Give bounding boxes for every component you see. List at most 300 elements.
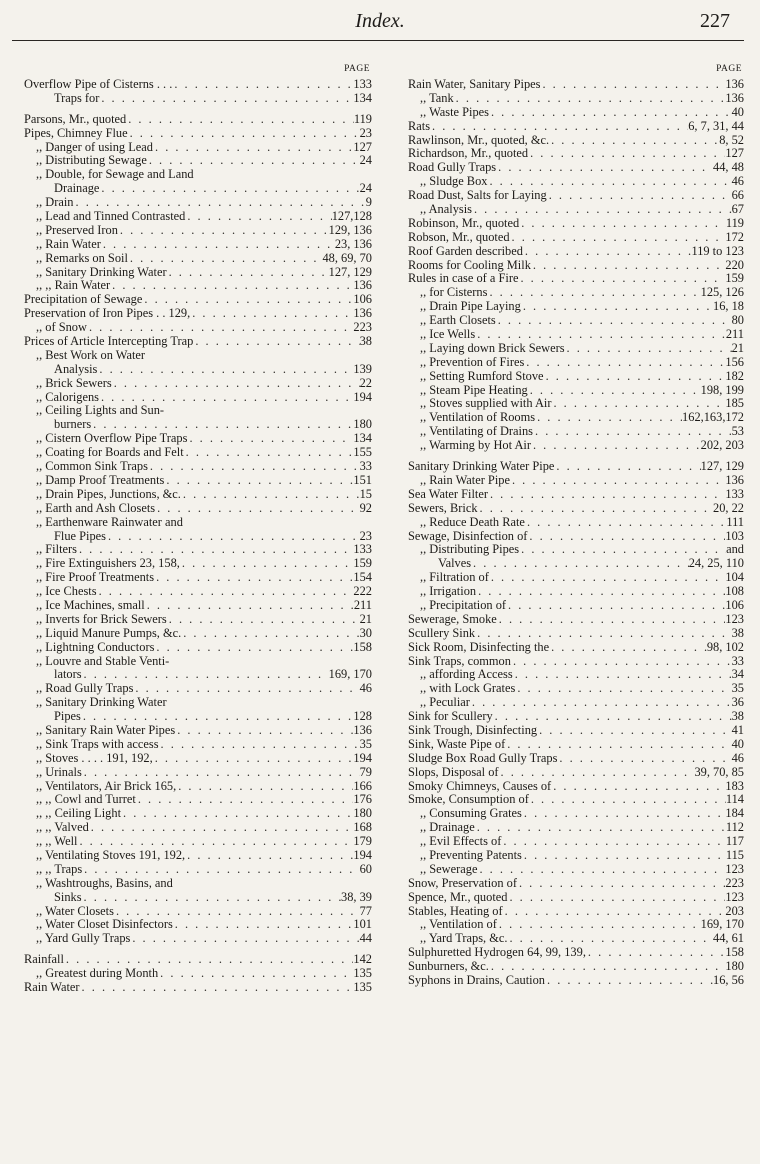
index-entry-text: Sludge Box Road Gully Traps bbox=[408, 751, 558, 765]
index-entry-text: ,, Drain Pipe Laying bbox=[420, 300, 521, 314]
leader-dots bbox=[454, 92, 726, 106]
index-entry bbox=[24, 127, 376, 141]
index-entry-page: 180 bbox=[725, 960, 744, 974]
index-entry bbox=[408, 231, 748, 245]
index-entry-page bbox=[169, 655, 173, 669]
index-entry-page: 203 bbox=[725, 904, 744, 918]
leader-dots bbox=[185, 849, 353, 863]
index-entry-text: ,, Sanitary Drinking Water bbox=[36, 265, 167, 279]
index-entry bbox=[24, 557, 376, 571]
index-entry-page: 92 bbox=[359, 501, 372, 515]
leader-dots bbox=[531, 259, 726, 273]
index-entry bbox=[408, 724, 748, 738]
index-entry-text: Sinks bbox=[54, 890, 82, 904]
index-entry-page: 66 bbox=[731, 189, 744, 203]
leader-dots bbox=[184, 446, 354, 460]
index-entry-text: Spence, Mr., quoted bbox=[408, 890, 508, 904]
index-entry bbox=[408, 314, 748, 328]
leader-dots bbox=[511, 655, 732, 669]
leader-dots bbox=[159, 738, 360, 752]
leader-dots bbox=[489, 571, 726, 585]
index-entry-text: ,, Setting Rumford Stove bbox=[420, 369, 544, 383]
index-entry-page: and bbox=[726, 543, 744, 557]
index-entry-page: 128 bbox=[353, 710, 372, 724]
index-entry bbox=[24, 377, 376, 391]
leader-dots bbox=[97, 363, 353, 377]
index-entry-page: 182 bbox=[725, 369, 744, 383]
index-entry-page: 80 bbox=[731, 314, 744, 328]
index-entry bbox=[24, 981, 376, 995]
index-entry bbox=[24, 655, 376, 669]
index-entry-page: 40 bbox=[731, 737, 744, 751]
index-entry-text: Precipitation of Sewage bbox=[24, 293, 143, 307]
leader-dots bbox=[507, 932, 713, 946]
leader-dots bbox=[97, 585, 354, 599]
leader-dots bbox=[507, 891, 725, 905]
index-entry-text: ,, Sink Traps with access bbox=[36, 737, 159, 751]
index-entry-text: ,, Stoves . . . . 191, 192, bbox=[36, 751, 153, 765]
leader-dots bbox=[522, 849, 726, 863]
leader-dots bbox=[82, 766, 360, 780]
index-entry bbox=[24, 807, 376, 821]
index-entry-text: Snow, Preservation of bbox=[408, 876, 517, 890]
leader-dots bbox=[499, 766, 695, 780]
index-entry-text: Sea Water Filter bbox=[408, 487, 488, 501]
index-entry-page: 134 bbox=[353, 91, 372, 105]
leader-dots bbox=[77, 543, 353, 557]
index-entry bbox=[24, 571, 376, 585]
leader-dots bbox=[106, 530, 360, 544]
index-entry-page: 136 bbox=[353, 307, 372, 321]
index-entry bbox=[24, 953, 376, 967]
index-entry bbox=[24, 516, 376, 530]
leader-dots bbox=[154, 641, 353, 655]
index-entry bbox=[24, 321, 376, 335]
leader-dots bbox=[497, 613, 726, 627]
leader-dots bbox=[99, 182, 359, 196]
index-entry-text: ,, ,, Well bbox=[36, 835, 78, 849]
index-entry-page bbox=[194, 168, 198, 182]
leader-dots bbox=[527, 530, 725, 544]
leader-dots bbox=[128, 252, 323, 266]
index-entry-page: 98, 102 bbox=[706, 640, 744, 654]
index-entry-text: Rain Water, Sanitary Pipes bbox=[408, 78, 541, 91]
index-entry bbox=[408, 460, 748, 474]
index-entry bbox=[24, 793, 376, 807]
leader-dots bbox=[506, 599, 725, 613]
column-page-label: PAGE bbox=[344, 64, 370, 74]
index-entry bbox=[408, 272, 748, 286]
index-entry-text: Rats bbox=[408, 119, 431, 133]
index-entry-text: ,, Irrigation bbox=[420, 585, 477, 599]
index-entry bbox=[408, 259, 748, 273]
index-entry-page: 142 bbox=[353, 953, 372, 967]
leader-dots bbox=[153, 141, 353, 155]
index-entry bbox=[24, 446, 376, 460]
leader-dots bbox=[513, 668, 732, 682]
index-entry bbox=[408, 599, 748, 613]
index-entry-text: ,, Ventilating Stoves 191, 192, bbox=[36, 848, 186, 862]
index-entry-text: ,, Preventing Patents bbox=[420, 848, 522, 862]
leader-dots bbox=[87, 321, 353, 335]
index-entry bbox=[408, 161, 748, 175]
leader-dots bbox=[121, 807, 353, 821]
index-entry bbox=[24, 932, 376, 946]
index-entry-text: ,, Drain bbox=[36, 196, 74, 210]
index-entry bbox=[24, 752, 376, 766]
index-entry bbox=[408, 328, 748, 342]
index-entry-page: 35 bbox=[731, 682, 744, 696]
index-entry-page: 46 bbox=[731, 751, 744, 765]
leader-dots bbox=[510, 474, 725, 488]
index-entry-page: 127 bbox=[353, 140, 372, 154]
index-entry-text: ,, Water Closets bbox=[36, 904, 114, 918]
index-entry-text: Prices of Article Intercepting Trap bbox=[24, 335, 194, 349]
index-entry-text: ,, Ventilating of Drains bbox=[420, 425, 533, 439]
leader-dots bbox=[126, 113, 354, 127]
index-entry bbox=[24, 154, 376, 168]
index-entry-page: 60 bbox=[359, 862, 372, 876]
index-entry-text: ,, Precipitation of bbox=[420, 598, 507, 612]
index-entry-text: Rules in case of a Fire bbox=[408, 272, 519, 286]
index-entry-page: 119 to 123 bbox=[691, 244, 744, 258]
index-entry-text: Sink for Scullery bbox=[408, 710, 493, 724]
index-entry-page: 46 bbox=[359, 682, 372, 696]
index-entry bbox=[24, 349, 376, 363]
leader-dots bbox=[475, 821, 726, 835]
index-entry-text: ,, Yard Gully Traps bbox=[36, 932, 131, 946]
index-entry bbox=[24, 307, 376, 321]
leader-dots bbox=[521, 300, 713, 314]
leader-dots bbox=[153, 752, 354, 766]
index-entry-text: Overflow Pipe of Cisterns . . . bbox=[24, 78, 173, 91]
index-entry bbox=[24, 877, 376, 891]
index-entry-text: Rooms for Cooling Milk bbox=[408, 258, 531, 272]
leader-dots bbox=[528, 384, 701, 398]
index-entry-page: 162,163,172 bbox=[682, 411, 744, 425]
index-entry-page: 21 bbox=[731, 341, 744, 355]
index-entry-page: 223 bbox=[353, 321, 372, 335]
index-entry-text: ,, Rain Water Pipe bbox=[420, 473, 510, 487]
index-entry-page: 180 bbox=[353, 418, 372, 432]
index-entry-page: 220 bbox=[725, 258, 744, 272]
index-entry-page: 156 bbox=[725, 355, 744, 369]
index-entry-page: 127, 129 bbox=[328, 265, 372, 279]
index-entry bbox=[24, 613, 376, 627]
leader-dots bbox=[537, 724, 732, 738]
leader-dots bbox=[82, 891, 341, 905]
leader-dots bbox=[64, 953, 353, 967]
index-entry bbox=[408, 286, 748, 300]
index-entry bbox=[24, 488, 376, 502]
index-entry bbox=[408, 300, 748, 314]
leader-dots bbox=[118, 224, 329, 238]
page-number: 227 bbox=[700, 10, 730, 32]
index-entry-text: ,, ,, Cowl and Turret bbox=[36, 793, 136, 807]
index-entry bbox=[24, 585, 376, 599]
index-entry-page: 16, 18 bbox=[713, 300, 744, 314]
leader-dots bbox=[510, 231, 726, 245]
index-entry-page: 211 bbox=[353, 598, 372, 612]
index-entry-page: 79 bbox=[359, 765, 372, 779]
index-entry bbox=[408, 203, 748, 217]
index-entry-text: ,, Earthenware Rainwater and bbox=[36, 515, 183, 529]
index-entry bbox=[408, 682, 748, 696]
index-entry-text: lators bbox=[54, 668, 82, 682]
leader-dots bbox=[528, 147, 725, 161]
index-entry bbox=[24, 78, 376, 92]
leader-dots bbox=[529, 793, 726, 807]
leader-dots bbox=[523, 245, 692, 259]
index-entry bbox=[24, 418, 376, 432]
leader-dots bbox=[148, 460, 360, 474]
index-entry-text: ,, Ceiling Lights and Sun- bbox=[36, 404, 165, 418]
index-entry-text: Parsons, Mr., quoted bbox=[24, 112, 127, 126]
index-entry-text: Richardson, Mr., quoted bbox=[408, 147, 529, 161]
index-entry-page bbox=[145, 349, 149, 363]
index-entry-page: 136 bbox=[725, 473, 744, 487]
page-title: Index. bbox=[355, 10, 405, 32]
leader-dots bbox=[496, 314, 732, 328]
index-entry bbox=[408, 425, 748, 439]
index-entry-text: ,, Coating for Boards and Felt bbox=[36, 446, 184, 460]
index-entry bbox=[24, 391, 376, 405]
index-entry-text: ,, Washtroughs, Basins, and bbox=[36, 876, 173, 890]
index-entry bbox=[408, 571, 748, 585]
index-entry-page: 111 bbox=[726, 515, 744, 529]
index-entry-text: ,, Yard Traps, &c. bbox=[420, 932, 508, 946]
leader-dots bbox=[478, 502, 714, 516]
index-entry-text: ,, Louvre and Stable Venti- bbox=[36, 654, 170, 668]
index-entry bbox=[24, 821, 376, 835]
index-entry bbox=[408, 397, 748, 411]
index-entry-page: 117 bbox=[725, 835, 744, 849]
index-entry bbox=[408, 766, 748, 780]
index-entry-page: 194 bbox=[353, 751, 372, 765]
index-entry-text: ,, Cistern Overflow Pipe Traps bbox=[36, 432, 188, 446]
leader-dots bbox=[549, 134, 719, 148]
index-entry-text: Road Dust, Salts for Laying bbox=[408, 189, 547, 203]
index-entry bbox=[24, 766, 376, 780]
index-entry bbox=[24, 682, 376, 696]
index-entry-page: 33 bbox=[359, 460, 372, 474]
index-entry-page: 159 bbox=[725, 272, 744, 286]
leader-dots bbox=[181, 488, 360, 502]
index-entry bbox=[24, 724, 376, 738]
index-column-right bbox=[408, 64, 748, 988]
index-entry-page: 16, 56 bbox=[713, 974, 744, 987]
index-entry bbox=[408, 78, 748, 92]
index-entry-page: 176 bbox=[353, 793, 372, 807]
index-entry-text: Smoke, Consumption of bbox=[408, 793, 529, 807]
index-entry bbox=[408, 932, 748, 946]
index-entry bbox=[408, 863, 748, 877]
index-entry bbox=[24, 432, 376, 446]
index-entry-page: 24, 25, 110 bbox=[688, 557, 744, 571]
index-entry bbox=[24, 530, 376, 544]
leader-dots bbox=[472, 203, 732, 217]
index-entry-page: 21 bbox=[359, 612, 372, 626]
index-entry-text: ,, Sludge Box bbox=[420, 175, 488, 189]
index-entry-page: 222 bbox=[353, 585, 372, 599]
index-entry-page: 15 bbox=[359, 487, 372, 501]
index-entry-text: ,, Ventilators, Air Brick 165, bbox=[36, 779, 177, 793]
index-entry-page: 39, 70, 85 bbox=[694, 765, 744, 779]
index-entry-page: 38, 39 bbox=[341, 890, 372, 904]
index-entry-page: 168 bbox=[353, 821, 372, 835]
index-entry bbox=[408, 411, 748, 425]
index-entry-text: Road Gully Traps bbox=[408, 161, 497, 175]
index-entry bbox=[24, 266, 376, 280]
index-entry-text: Sewage, Disinfection of bbox=[408, 529, 528, 543]
leader-dots bbox=[101, 238, 335, 252]
index-entry-text: Robson, Mr., quoted bbox=[408, 230, 510, 244]
index-entry-page: 129, 136 bbox=[328, 223, 372, 237]
index-entry bbox=[24, 238, 376, 252]
index-entry bbox=[408, 696, 748, 710]
index-entry-text: Stables, Heating of bbox=[408, 904, 503, 918]
index-entry-page: 123 bbox=[725, 890, 744, 904]
index-entry bbox=[24, 967, 376, 981]
index-column-left bbox=[24, 64, 376, 995]
index-entry bbox=[408, 175, 748, 189]
index-entry bbox=[408, 189, 748, 203]
index-entry-page bbox=[167, 696, 171, 710]
leader-dots bbox=[172, 78, 353, 92]
leader-dots bbox=[147, 154, 360, 168]
index-entry bbox=[408, 217, 748, 231]
index-entry-page: 108 bbox=[725, 585, 744, 599]
index-entry-page: 24 bbox=[359, 154, 372, 168]
index-entry-text: ,, Damp Proof Treatments bbox=[36, 473, 165, 487]
index-entry-page: 179 bbox=[353, 835, 372, 849]
index-entry-text: ,, Stoves supplied with Air bbox=[420, 397, 552, 411]
leader-dots bbox=[476, 585, 725, 599]
index-entry-page: 106 bbox=[725, 598, 744, 612]
leader-dots bbox=[549, 641, 707, 655]
index-entry bbox=[24, 141, 376, 155]
leader-dots bbox=[493, 710, 732, 724]
index-entry-page: 185 bbox=[725, 397, 744, 411]
index-entry bbox=[24, 460, 376, 474]
index-entry-text: ,, Lead and Tinned Contrasted bbox=[36, 210, 186, 224]
index-entry-page: 44, 48 bbox=[713, 161, 744, 175]
index-entry-text: Sewerage, Smoke bbox=[408, 612, 497, 626]
index-entry-page: 67 bbox=[731, 203, 744, 217]
index-entry-page: 44, 61 bbox=[713, 932, 744, 946]
index-entry bbox=[408, 905, 748, 919]
index-entry bbox=[24, 543, 376, 557]
index-entry bbox=[24, 196, 376, 210]
page-header bbox=[0, 8, 760, 36]
index-entry-text: ,, Prevention of Fires bbox=[420, 355, 525, 369]
index-entry-page: 198, 199 bbox=[700, 383, 744, 397]
index-entry bbox=[24, 168, 376, 182]
index-entry-text: ,, Warming by Hot Air bbox=[420, 439, 531, 453]
leader-dots bbox=[489, 106, 732, 120]
index-entry-page: 8, 52 bbox=[719, 133, 744, 147]
index-entry-text: ,, Remarks on Soil bbox=[36, 251, 128, 265]
index-entry-page: 6, 7, 31, 44 bbox=[688, 119, 744, 133]
index-entry-text: ,, Double, for Sewage and Land bbox=[36, 168, 194, 182]
index-entry bbox=[408, 585, 748, 599]
index-entry bbox=[24, 668, 376, 682]
index-entry-text: ,, Danger of using Lead bbox=[36, 140, 153, 154]
index-entry-page: 44 bbox=[359, 932, 372, 946]
index-entry-page: 135 bbox=[353, 967, 372, 981]
leader-dots bbox=[99, 92, 353, 106]
index-entry bbox=[24, 738, 376, 752]
index-entry-page: 34 bbox=[731, 668, 744, 682]
index-entry-page: 184 bbox=[725, 807, 744, 821]
leader-dots bbox=[154, 571, 353, 585]
index-entry-page: 135 bbox=[353, 981, 372, 994]
index-entry-text: ,, Fire Proof Treatments bbox=[36, 571, 155, 585]
index-entry bbox=[408, 356, 748, 370]
leader-dots bbox=[167, 266, 329, 280]
index-entry-page: 119 bbox=[725, 216, 744, 230]
index-entry-text: ,, Calorigens bbox=[36, 390, 99, 404]
index-entry-text: ,, Preserved Iron bbox=[36, 223, 118, 237]
index-entry-page: 136 bbox=[353, 723, 372, 737]
index-entry-text: burners bbox=[54, 418, 92, 432]
leader-dots bbox=[535, 411, 682, 425]
leader-dots bbox=[524, 356, 725, 370]
index-entry bbox=[408, 502, 748, 516]
index-entry-text: Sink Traps, common bbox=[408, 654, 511, 668]
index-entry-text: ,, Steam Pipe Heating bbox=[420, 383, 528, 397]
index-entry-page: 40 bbox=[731, 105, 744, 119]
index-entry-text: ,, Filters bbox=[36, 543, 77, 557]
leader-dots bbox=[522, 807, 726, 821]
index-entry-page: 127 bbox=[725, 147, 744, 161]
leader-dots bbox=[477, 863, 725, 877]
index-entry-text: ,, Distributing Sewage bbox=[36, 154, 147, 168]
leader-dots bbox=[489, 960, 726, 974]
leader-dots bbox=[82, 863, 359, 877]
index-entry-page: 23 bbox=[359, 529, 372, 543]
index-entry-page: 101 bbox=[353, 918, 372, 932]
index-entry-page: 41 bbox=[731, 723, 744, 737]
index-entry-text: ,, of Snow bbox=[36, 321, 87, 335]
index-entry-text: ,, Filtration of bbox=[420, 571, 489, 585]
index-entry-page: 183 bbox=[725, 779, 744, 793]
index-entry bbox=[408, 613, 748, 627]
index-entry-page: 24 bbox=[359, 182, 372, 196]
leader-dots bbox=[187, 432, 353, 446]
index-entry-page: 136 bbox=[725, 91, 744, 105]
index-entry-text: ,, Fire Extinguishers 23, 158, bbox=[36, 557, 180, 571]
index-entry bbox=[408, 92, 748, 106]
index-entry-text: Pipes, Chimney Flue bbox=[24, 126, 128, 140]
index-entry-page: 20, 22 bbox=[713, 501, 744, 515]
index-entry bbox=[24, 710, 376, 724]
index-entry-text: ,, Laying down Brick Sewers bbox=[420, 341, 565, 355]
leader-dots bbox=[175, 724, 353, 738]
index-entry-page bbox=[173, 877, 177, 891]
index-entry-page: 33 bbox=[731, 654, 744, 668]
index-entry-text: Roof Garden described bbox=[408, 244, 523, 258]
index-entry-page: 38 bbox=[359, 335, 372, 349]
index-entry bbox=[24, 224, 376, 238]
index-entry-text: Rainfall bbox=[24, 953, 64, 967]
index-entry-text: Sulphuretted Hydrogen 64, 99, 139, bbox=[408, 946, 586, 960]
leader-dots bbox=[99, 391, 353, 405]
index-entry bbox=[408, 710, 748, 724]
index-entry-text: ,, Sewerage bbox=[420, 862, 478, 876]
leader-dots bbox=[430, 120, 688, 134]
index-entry-text: Valves bbox=[438, 557, 472, 571]
